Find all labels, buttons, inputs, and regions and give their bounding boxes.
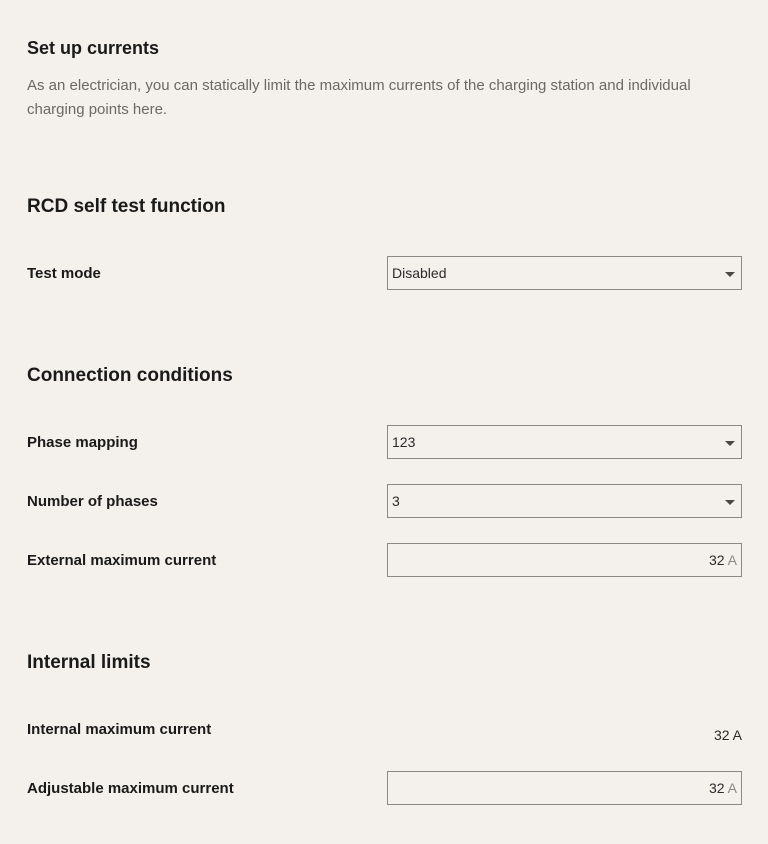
external-max-current-value: 32 — [708, 552, 725, 568]
section-title-internal: Internal limits — [27, 652, 151, 673]
section-title-rcd: RCD self test function — [27, 196, 226, 217]
phase-mapping-value: 123 — [392, 434, 416, 450]
adjustable-max-current-unit: A — [727, 780, 737, 796]
number-of-phases-select[interactable] — [387, 484, 742, 518]
external-max-current-input[interactable] — [387, 543, 742, 577]
internal-max-current-value: 32 A — [713, 727, 742, 743]
external-max-current-unit: A — [727, 552, 737, 568]
chevron-down-icon — [725, 500, 735, 505]
section-title-connection: Connection conditions — [27, 365, 233, 386]
adjustable-max-current-label: Adjustable maximum current — [27, 780, 234, 797]
number-of-phases-label: Number of phases — [27, 493, 158, 510]
internal-max-current-label: Internal maximum current — [27, 721, 212, 738]
external-max-current-label: External maximum current — [27, 552, 217, 569]
page-title: Set up currents — [27, 38, 160, 58]
phase-mapping-select[interactable] — [387, 425, 742, 459]
test-mode-select[interactable] — [387, 256, 742, 290]
adjustable-max-current-value: 32 — [708, 780, 725, 796]
adjustable-max-current-input[interactable] — [387, 771, 742, 805]
phase-mapping-label: Phase mapping — [27, 434, 138, 451]
number-of-phases-value: 3 — [392, 493, 400, 509]
chevron-down-icon — [725, 441, 735, 446]
test-mode-value: Disabled — [392, 265, 447, 281]
chevron-down-icon — [725, 272, 735, 277]
page-description: As an electrician, you can statically limit the maximum currents of the charging station and individual charging points here. — [27, 77, 691, 118]
test-mode-label: Test mode — [27, 265, 101, 282]
